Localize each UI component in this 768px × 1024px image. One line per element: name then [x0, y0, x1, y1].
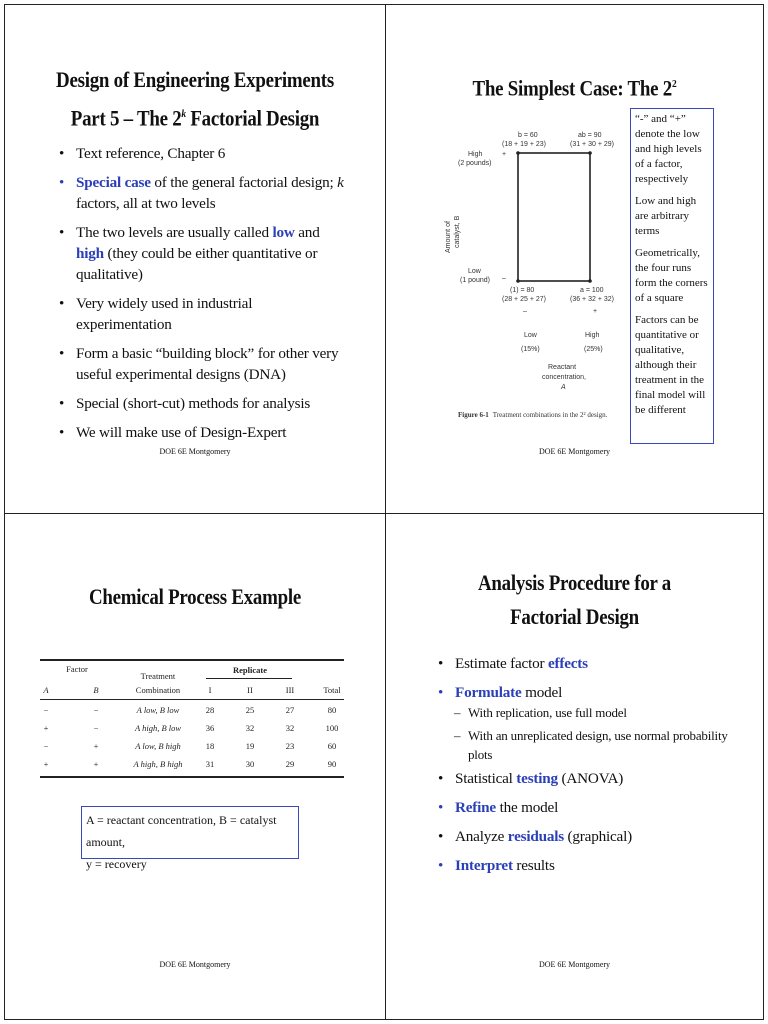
x-low-label: Low	[524, 332, 537, 339]
table-cell: 28	[205, 705, 215, 715]
note-item: Geometrically, the four runs form the corners of a square	[635, 247, 708, 304]
table-cell: 32	[245, 723, 255, 733]
table-cell: 31	[205, 759, 215, 769]
table-cell: A low, B high	[135, 741, 181, 751]
table-cell: 80	[327, 705, 337, 715]
table-cell: 27	[285, 705, 295, 715]
figure-caption: Figure 6-1 Treatment combinations in the 2² design.	[458, 411, 608, 419]
corner-ab-label: ab = 90	[578, 132, 602, 139]
slide1-title	[32, 63, 359, 135]
list-item: • Statistical testing (ANOVA)	[438, 770, 624, 787]
table-cell: +	[43, 723, 49, 733]
slide4-title-line2: Factorial Design	[510, 604, 639, 629]
table-header-I: I	[208, 685, 212, 695]
table-cell: 30	[245, 759, 255, 769]
slide-simplest-case	[385, 4, 764, 514]
table-header-factor: Factor	[66, 664, 88, 674]
corner-b-sum: (18 + 19 + 23)	[502, 141, 546, 148]
corner-ab-sum: (31 + 30 + 29)	[570, 141, 614, 148]
list-item: • Form a basic “building block” for other very useful experimental designs (DNA)	[59, 345, 339, 383]
table-cell: A low, B low	[136, 705, 180, 715]
list-item: • We will make use of Design-Expert	[59, 424, 287, 441]
slide4-bullet-list	[438, 653, 738, 884]
y-high-label: High	[468, 151, 483, 158]
table-header-treatment: Treatment	[140, 671, 176, 681]
slide-design-of-experiments	[4, 4, 386, 514]
x-high-label: High	[585, 332, 600, 339]
table-cell: −	[93, 723, 99, 733]
y-axis-label-1: Amount of	[445, 221, 452, 253]
table-header-III: III	[285, 685, 295, 695]
slide3-footer: DOE 6E Montgomery	[159, 960, 231, 969]
slide3-title: Chemical Process Example	[88, 584, 302, 609]
table-header-replicate: Replicate	[233, 665, 267, 675]
table-cell: 100	[325, 723, 339, 733]
table-cell: A high, B high	[133, 759, 183, 769]
table-cell: 36	[205, 723, 215, 733]
x-minus-mark: –	[523, 308, 527, 315]
list-item: • Very widely used in industrial experimentation	[59, 295, 253, 333]
corner-a-label: a = 100	[580, 287, 604, 294]
list-item: • Text reference, Chapter 6	[59, 145, 226, 162]
table-cell: 19	[245, 741, 255, 751]
slide1-title-line2: Part 5 – The 2$^k$ Factorial Design	[70, 105, 320, 131]
table-cell: −	[43, 741, 49, 751]
slide4-title	[412, 566, 736, 634]
table-cell: −	[93, 705, 99, 715]
y-axis-label-2: catalyst, B	[454, 215, 461, 248]
list-item: • Estimate factor effects	[438, 655, 588, 672]
slide4-footer: DOE 6E Montgomery	[538, 960, 611, 969]
slide2-title: The Simplest Case: The $2^2$	[472, 75, 677, 101]
table-cell: −	[43, 705, 49, 715]
corner-1-label: (1) = 80	[510, 287, 535, 294]
definition-box	[81, 806, 299, 871]
factorial-square-figure	[438, 123, 628, 423]
table-cell: +	[43, 759, 49, 769]
y-plus-mark: +	[502, 151, 507, 158]
table-cell: 90	[327, 759, 337, 769]
x-high-units: (25%)	[584, 346, 603, 353]
corner-a-sum: (36 + 32 + 32)	[570, 296, 614, 303]
table-cell: 18	[205, 741, 215, 751]
slide2-notes-box	[630, 108, 714, 444]
corner-1-sum: (28 + 25 + 27)	[502, 296, 546, 303]
note-item: Factors can be quantitative or qualitative, although their treatment in the final model will be different	[635, 314, 706, 416]
table-cell: A high, B low	[134, 723, 182, 733]
list-item: • The two levels are usually called low and high (they could be either quantitative or qualitative)	[59, 224, 320, 283]
list-item: • Special case of the general factorial design; k factors, all at two levels	[59, 174, 344, 212]
y-minus-mark: –	[502, 275, 506, 282]
x-low-units: (15%)	[521, 346, 540, 353]
table-cell: +	[93, 741, 99, 751]
table-header-A: A	[43, 685, 49, 695]
design-square	[518, 153, 590, 281]
table-cell: 29	[285, 759, 295, 769]
y-low-label: Low	[468, 268, 481, 275]
x-axis-label-1: Reactant	[548, 364, 577, 371]
list-subitem: – With an unreplicated design, use normal probability plots	[454, 728, 728, 762]
table-header-II: II	[247, 685, 253, 695]
table-cell: 25	[245, 705, 255, 715]
note-item: “-” and “+” denote the low and high levels of a factor, respectively	[635, 113, 702, 185]
list-item: • Refine the model	[438, 799, 559, 816]
slide1-bullet-list	[59, 143, 349, 451]
slide4-title-line1: Analysis Procedure for a	[478, 570, 671, 595]
list-item: • Formulate model	[438, 684, 563, 701]
slide-chemical-process-example	[4, 513, 386, 1020]
table-header-total: Total	[323, 685, 341, 695]
table-cell: 60	[327, 741, 337, 751]
list-item: • Analyze residuals (graphical)	[438, 828, 632, 845]
table-cell: 32	[285, 723, 295, 733]
definition-line1: A = reactant concentration, B = catalyst amount,	[86, 813, 277, 849]
x-axis-label-3: A	[561, 384, 566, 391]
list-item: • Interpret results	[438, 857, 555, 874]
table-cell: +	[93, 759, 99, 769]
list-subitem: – With replication, use full model	[454, 705, 627, 720]
table-header-combination: Combination	[135, 685, 181, 695]
note-item: Low and high are arbitrary terms	[635, 195, 697, 237]
slide1-title-line1: Design of Engineering Experiments	[56, 67, 334, 92]
list-item: • Special (short-cut) methods for analysis	[59, 395, 311, 412]
x-plus-mark: +	[593, 308, 598, 315]
corner-b-label: b = 60	[518, 132, 538, 139]
y-low-units: (1 pound)	[460, 277, 490, 284]
slide2-footer: DOE 6E Montgomery	[538, 447, 611, 456]
y-high-units: (2 pounds)	[458, 160, 492, 167]
x-axis-label-2: concentration,	[542, 374, 586, 381]
slide-analysis-procedure	[385, 513, 764, 1020]
table-header-B: B	[93, 685, 99, 695]
definition-line2: y = recovery	[86, 857, 147, 871]
table-cell: 23	[285, 741, 295, 751]
slide1-footer: DOE 6E Montgomery	[159, 447, 231, 456]
